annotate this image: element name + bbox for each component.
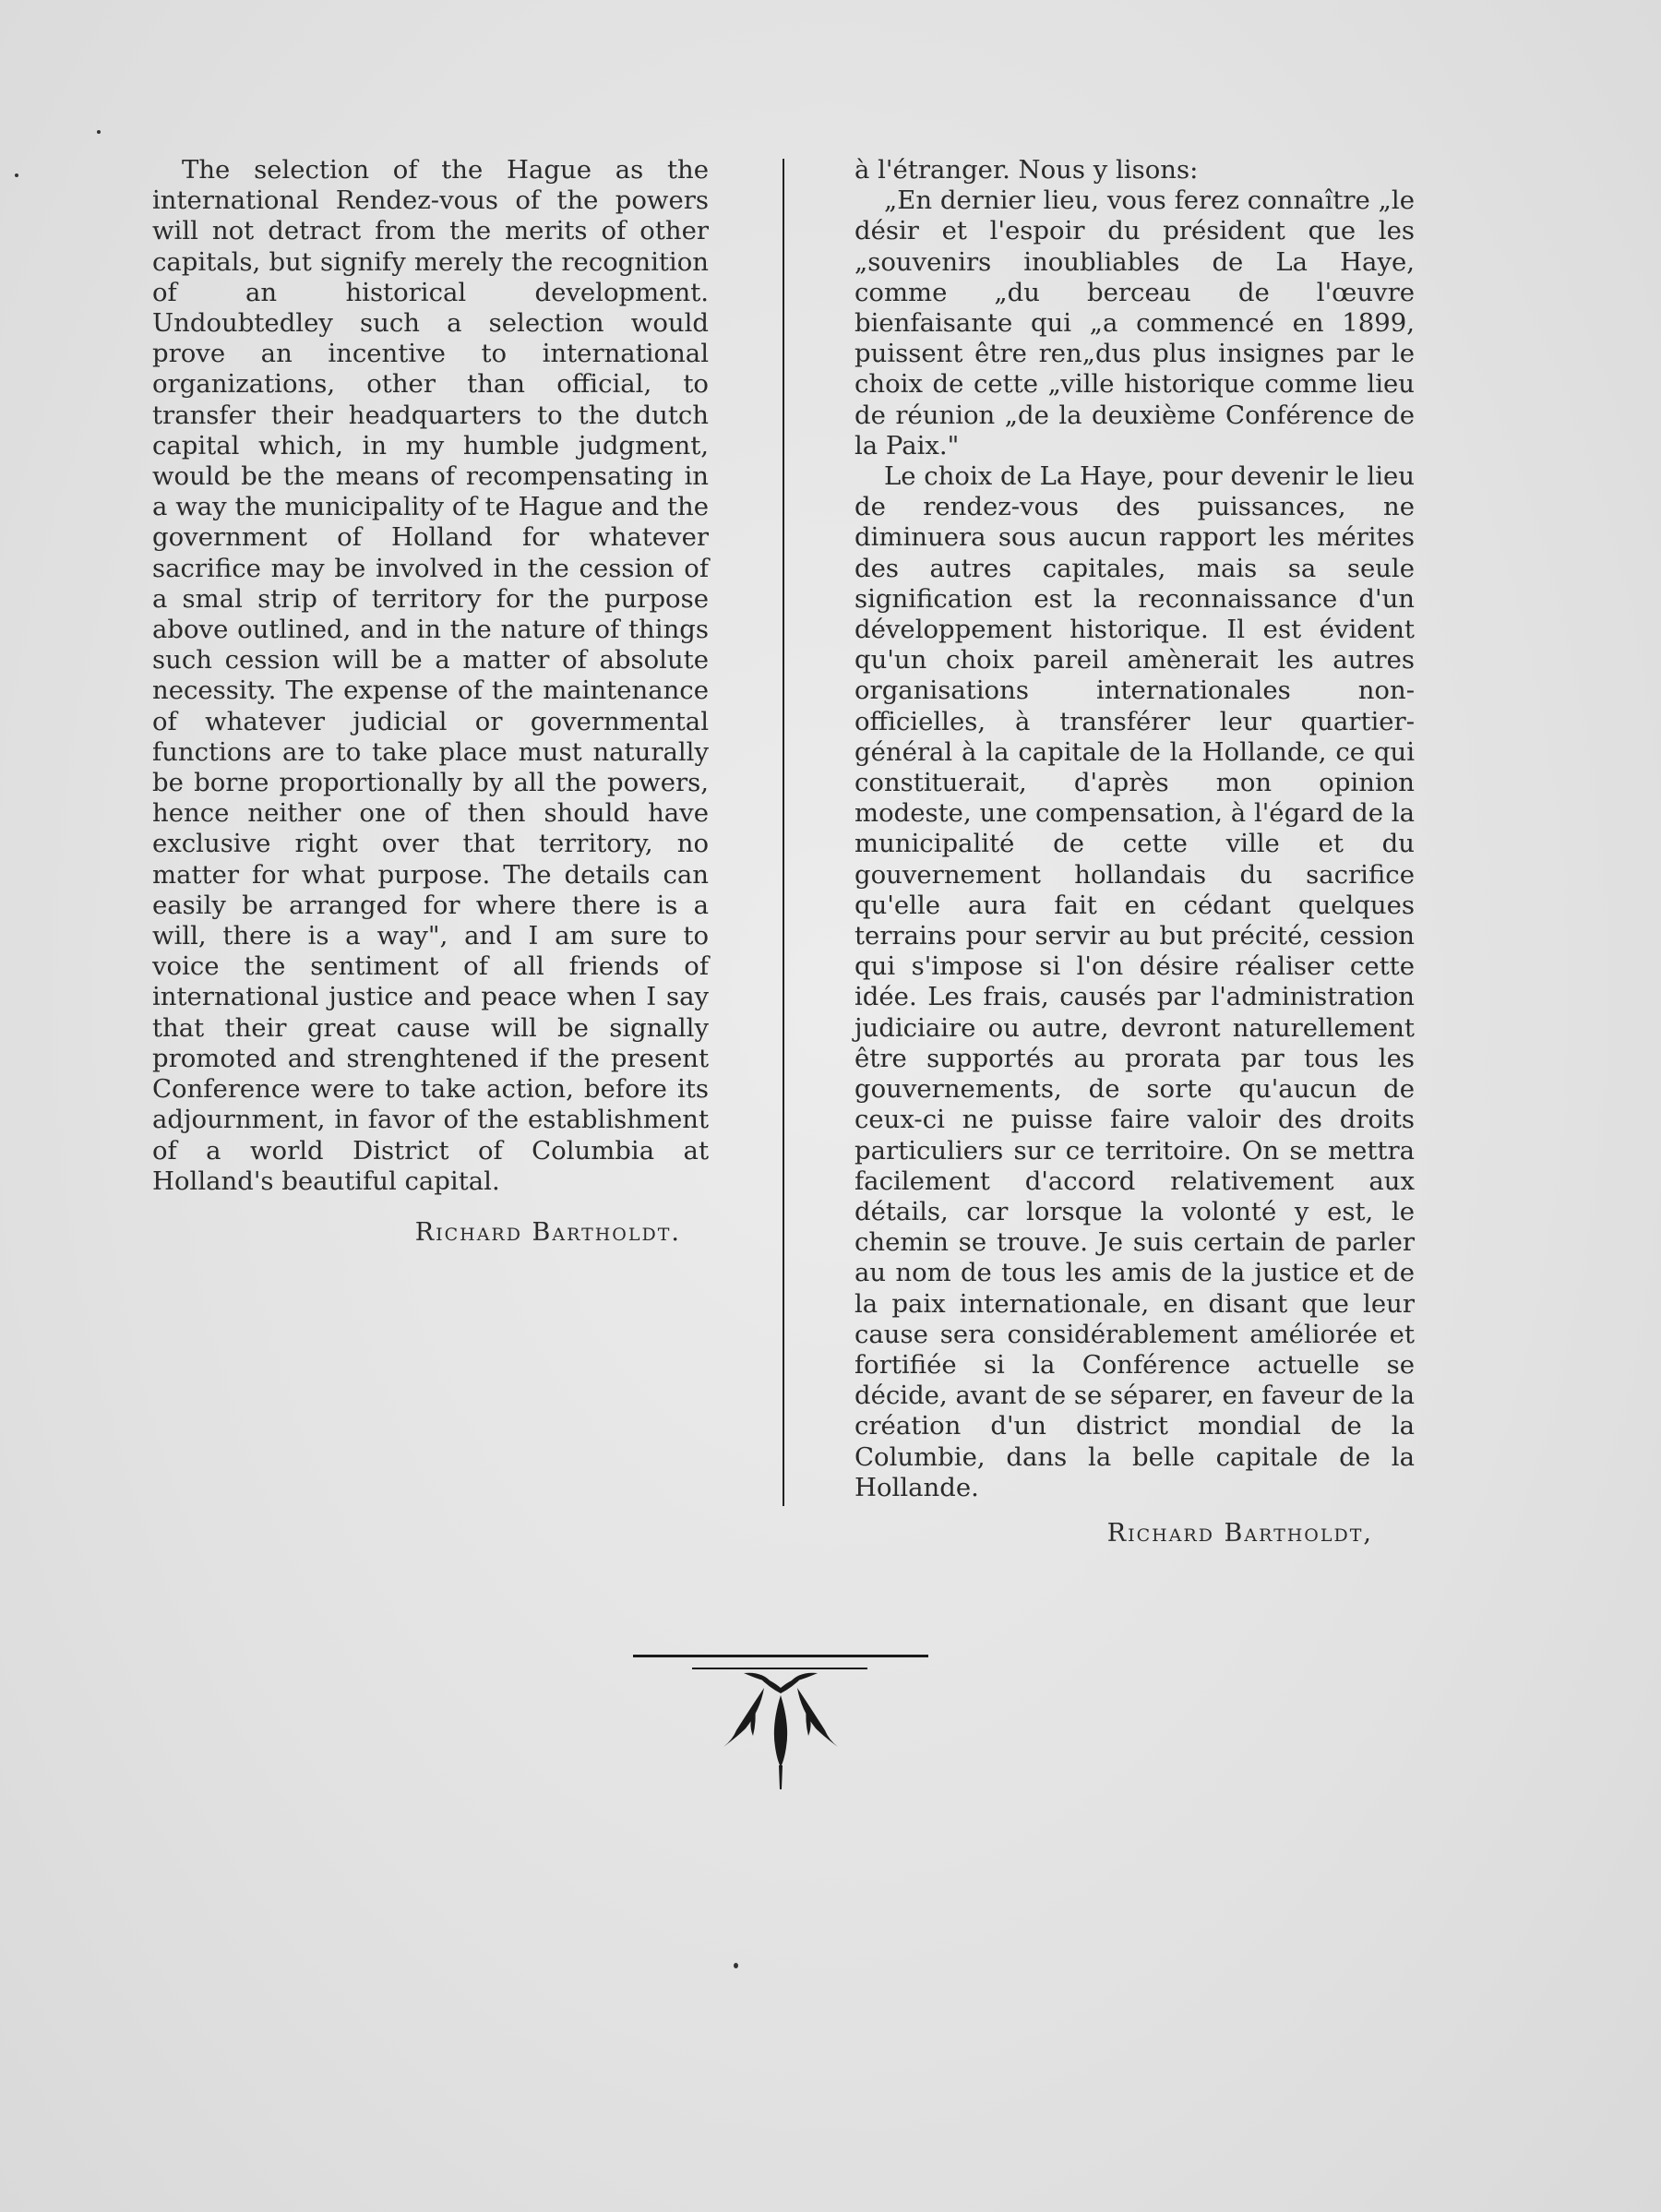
french-column: [854, 155, 1415, 1548]
english-signature: Richard Bartholdt.: [414, 1217, 681, 1247]
french-paragraph: Le choix de La Haye, pour devenir le lieu de rendez-vous des puissances, ne diminuera sous aucun rapport les mérites des autres capitales, mais sa seule signification est la reconnaissance d'un développement historique. Il est évident qu'un choix pareil amènerait les autres organisations internationales non-officielles, à transférer leur quartier-général à la capitale de la Hollande, ce qui constituerait, d'après mon opinion modeste, une compensation, à l'égard de la municipalité de cette ville et du gouvernement hollandais du sacrifice qu'elle aura fait en cédant quelques terrains pour servir au but précité, cession qui s'impose si l'on désire réaliser cette idée. Les frais, causés par l'administration judiciaire ou autre, devront naturellement être supportés au prorata par tous les gouvernements, de sorte qu'aucun de ceux-ci ne puisse faire valoir des droits particuliers sur ce territoire. On se mettra facilement d'accord relativement aux détails, car lorsque la volonté y est, le chemin se trouve. Je suis certain de parler au nom de tous les amis de la justice et de la paix internationale, en disant que leur cause sera considérablement améliorée et fortifiée si la Conférence actuelle se décide, avant de se séparer, en faveur de la création d'un district mondial de la Columbie, dans la belle capitale de la Hollande.: [854, 461, 1415, 1502]
paper-speck: [15, 173, 18, 177]
paper-speck: [734, 1963, 738, 1968]
english-paragraph: The selection of the Hague as the international Rendez-vous of the powers will not detract from the merits of other capitals, but signify merely the recognition of an historical development. Undoubtedley such a selection would prove an incentive to international organizations, other than official, to transfer their headquarters to the dutch capital which, in my humble judgment, would be the means of recompensating in a way the municipality of te Hague and the government of Holland for whatever sacrifice may be involved in the cession of a smal strip of territory for the purpose above outlined, and in the nature of things such cession will be a matter of absolute necessity. The expense of the maintenance of whatever judicial or governmental functions are to take place must naturally be borne proportionally by all the powers, hence neither one of then should have exclusive right over that territory, no matter for what purpose. The details can easily be arranged for where there is a will, there is a way", and I am sure to voice the sentiment of all friends of international justice and peace when I say that their great cause will be signally promoted and strenghtened if the present Conference were to take action, before its adjournment, in favor of the establishment of a world District of Columbia at Holland's beautiful capital.: [152, 155, 709, 1196]
english-column: [152, 155, 709, 1248]
french-signature: Richard Bartholdt,: [1106, 1518, 1373, 1548]
french-quote: „En dernier lieu, vous ferez connaître „le désir et l'espoir du président que les „souvenirs inoubliables de La Haye, comme „du berceau de l'œuvre bienfaisante qui „a commencé en 1899, puissent être ren„dus plus insignes par le choix de cette „ville historique comme lieu de réunion „de la deuxième Conférence de la Paix.": [854, 185, 1415, 460]
paper-speck: [97, 130, 101, 134]
decorative-leaf-ornament: [633, 1651, 928, 1808]
french-intro: à l'étranger. Nous y lisons:: [854, 155, 1199, 185]
column-divider: [783, 159, 784, 1506]
